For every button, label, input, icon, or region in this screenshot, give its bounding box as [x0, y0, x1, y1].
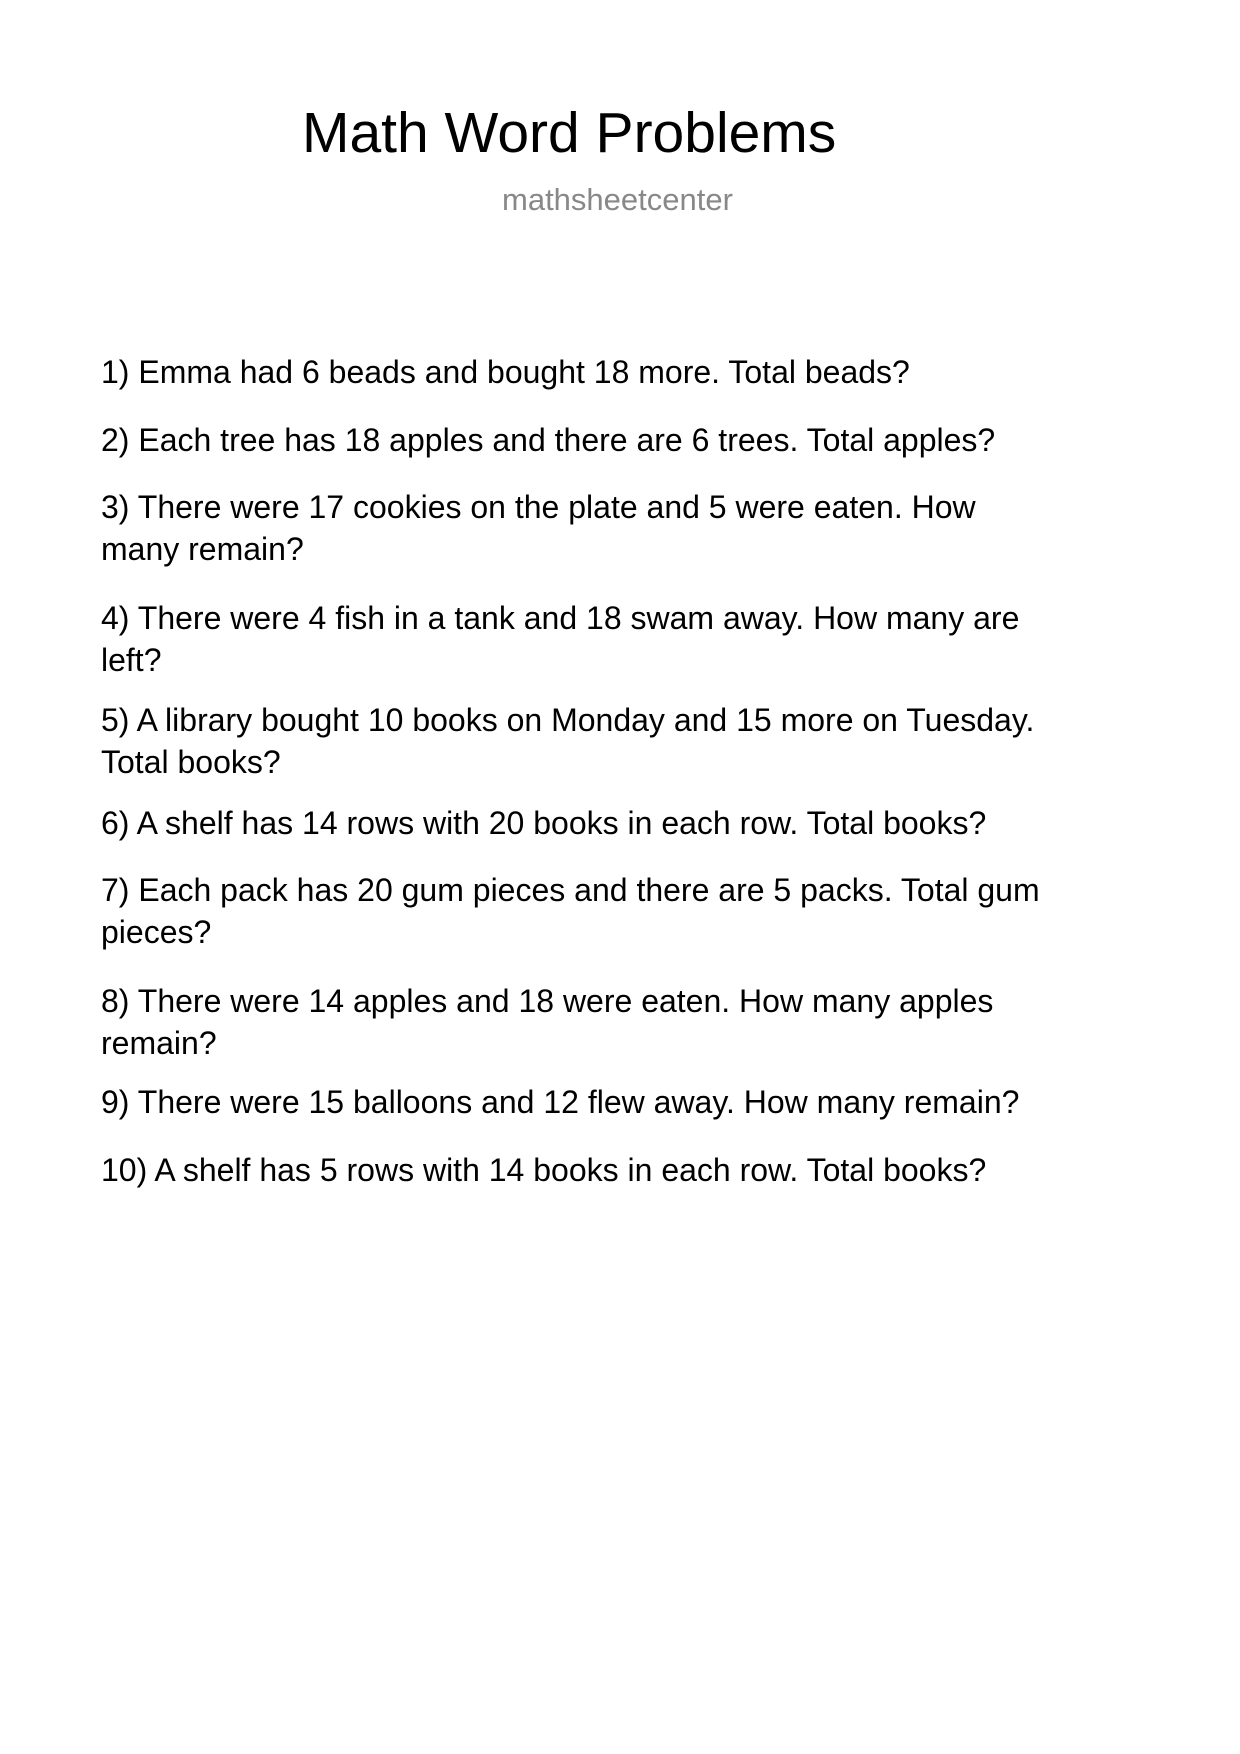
- problem-6: [101, 802, 986, 844]
- problem-line: 5) A library bought 10 books on Monday and 15 more on Tuesday.: [101, 702, 1035, 738]
- problem-line: Total books?: [101, 744, 281, 780]
- problem-5: [101, 699, 1034, 783]
- problem-line: 10) A shelf has 5 rows with 14 books in each row. Total books?: [101, 1152, 987, 1188]
- problem-3: [101, 486, 976, 570]
- problem-2: [101, 419, 995, 461]
- problem-8: [101, 980, 993, 1064]
- problem-10: [101, 1149, 986, 1191]
- problem-line: 8) There were 14 apples and 18 were eaten. How many apples: [101, 983, 994, 1019]
- problem-9: [101, 1081, 1019, 1123]
- problem-line: 3) There were 17 cookies on the plate and 5 were eaten. How: [101, 489, 976, 525]
- problem-line: remain?: [101, 1025, 217, 1061]
- problem-line: 4) There were 4 fish in a tank and 18 swam away. How many are: [101, 600, 1020, 636]
- problem-4: [101, 597, 1019, 681]
- page-title: Math Word Problems: [302, 101, 837, 165]
- page-subtitle: mathsheetcenter: [502, 182, 733, 217]
- problem-line: 9) There were 15 balloons and 12 flew away. How many remain?: [101, 1084, 1020, 1120]
- problem-line: left?: [101, 642, 162, 678]
- problem-line: 1) Emma had 6 beads and bought 18 more. Total beads?: [101, 354, 910, 390]
- problem-line: 7) Each pack has 20 gum pieces and there are 5 packs. Total gum: [101, 872, 1040, 908]
- problem-line: pieces?: [101, 914, 212, 950]
- problem-1: [101, 351, 910, 393]
- problem-7: [101, 869, 1040, 953]
- problem-line: 6) A shelf has 14 rows with 20 books in each row. Total books?: [101, 805, 987, 841]
- problem-line: 2) Each tree has 18 apples and there are 6 trees. Total apples?: [101, 422, 996, 458]
- problem-line: many remain?: [101, 531, 304, 567]
